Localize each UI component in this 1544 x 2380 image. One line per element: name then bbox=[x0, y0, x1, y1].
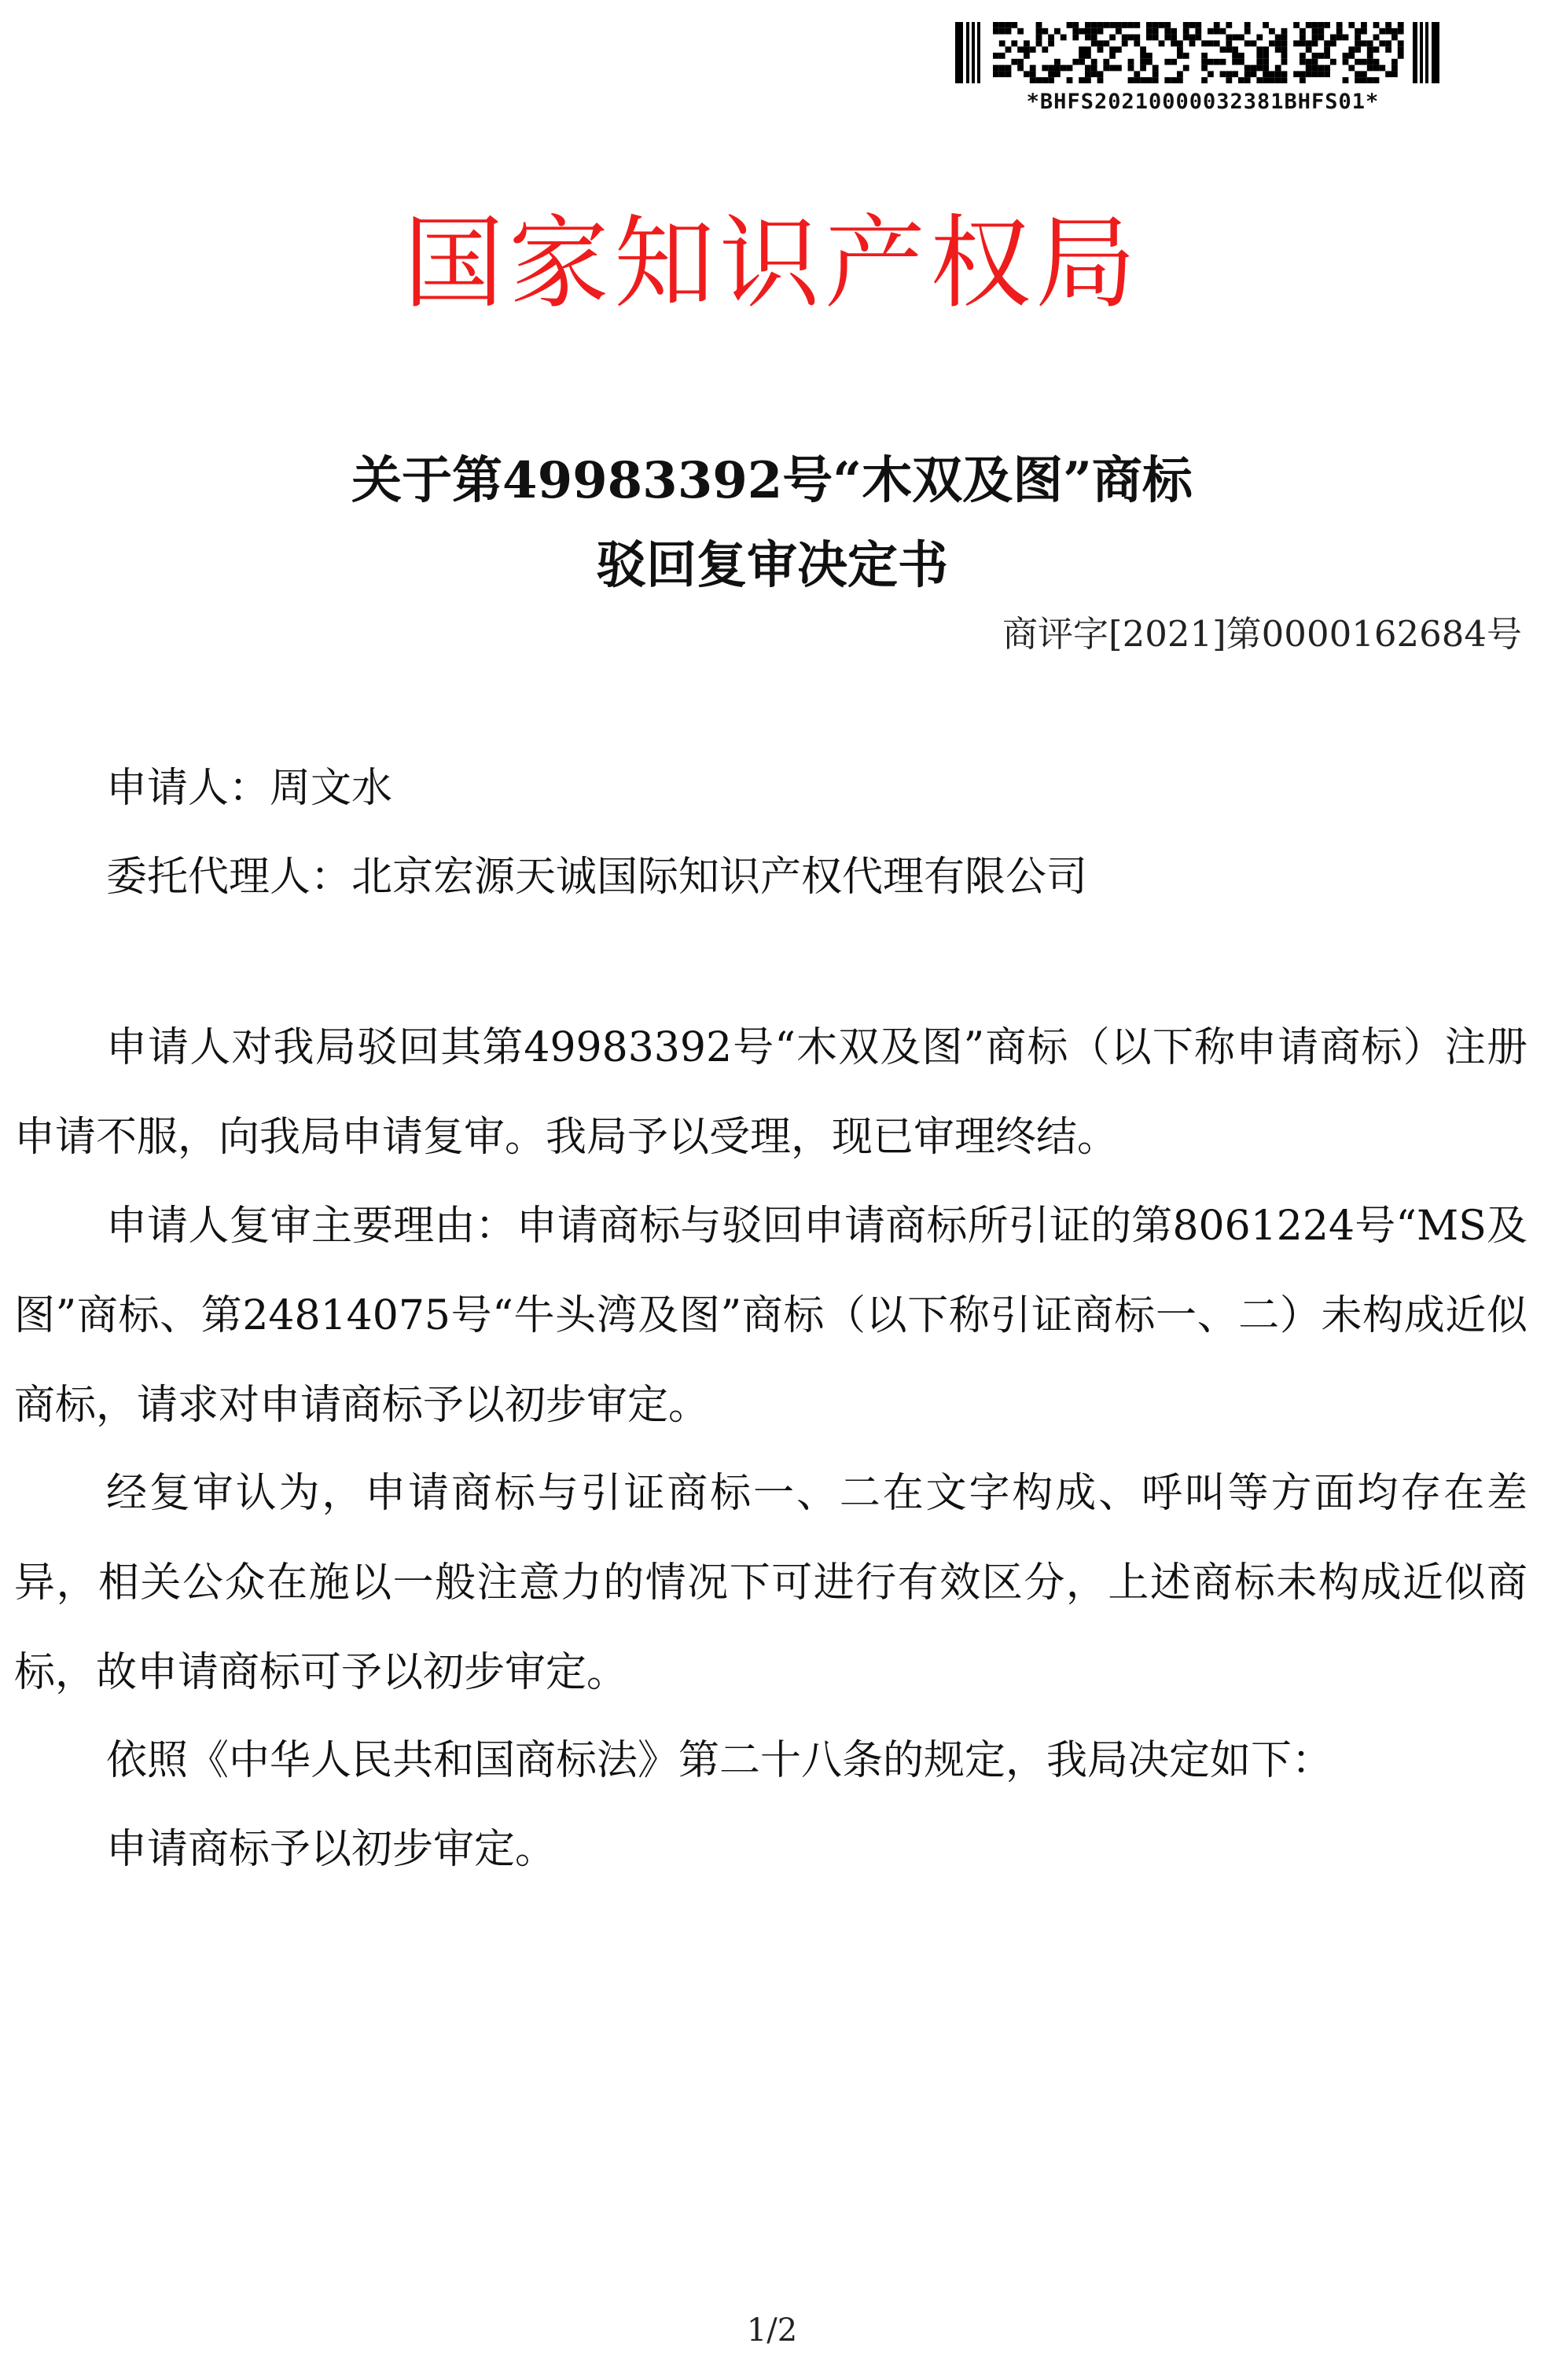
body-paragraph-1: 申请人对我局驳回其第49983392号“木双及图”商标（以下称申请商标）注册申请不服，向我局申请复审。我局予以受理，现已审理终结。 bbox=[14, 1024, 1527, 1161]
body-paragraph-4: 依照《中华人民共和国商标法》第二十八条的规定，我局决定如下： bbox=[106, 1737, 1333, 1784]
barcode-text: *BHFS20210000032381BHFS01* bbox=[1026, 90, 1380, 114]
barcode-block bbox=[955, 22, 1450, 114]
body-paragraph-5: 申请商标予以初步审定。 bbox=[106, 1826, 557, 1873]
agency-name: 国家知识产权局 bbox=[403, 205, 1141, 322]
page-number: 1/2 bbox=[746, 2312, 798, 2349]
document-title-line-2: 驳回复审决定书 bbox=[596, 536, 948, 595]
document-title-line-1: 关于第49983392号“木双及图”商标 bbox=[351, 451, 1193, 510]
barcode-image bbox=[955, 22, 1450, 83]
applicant-field: 申请人：周文水 bbox=[106, 765, 393, 812]
agent-field: 委托代理人：北京宏源天诚国际知识产权代理有限公司 bbox=[106, 854, 1088, 901]
document-number: 商评字[2021]第0000162684号 bbox=[1002, 613, 1522, 655]
body-paragraph-2: 申请人复审主要理由：申请商标与驳回申请商标所引证的第8061224号“MS及图”商标、第24814075号“牛头湾及图”商标（以下称引证商标一、二）未构成近似商标，请求对申请商标予以初步审定。 bbox=[14, 1203, 1527, 1429]
body-paragraph-3: 经复审认为，申请商标与引证商标一、二在文字构成、呼叫等方面均存在差异，相关公众在施以一般注意力的情况下可进行有效区分，上述商标未构成近似商标，故申请商标可予以初步审定。 bbox=[14, 1470, 1527, 1696]
